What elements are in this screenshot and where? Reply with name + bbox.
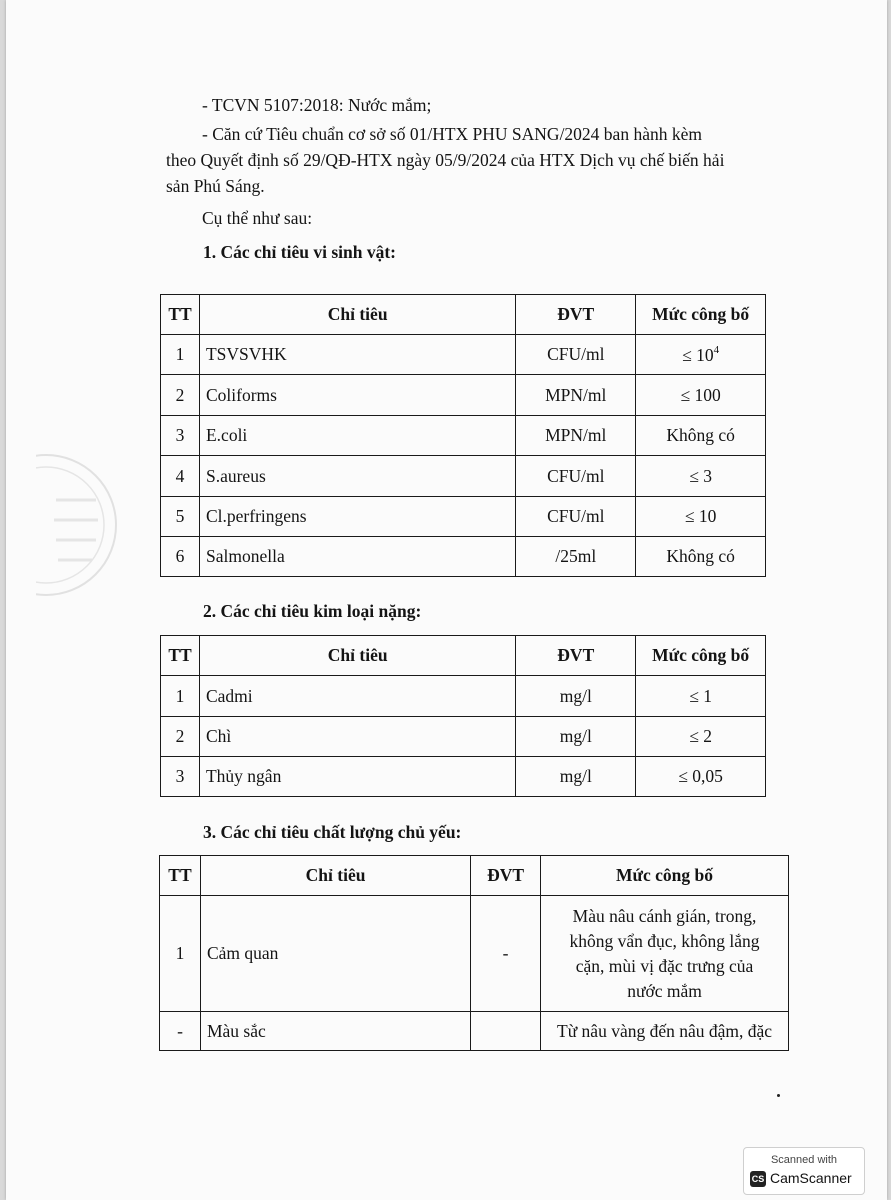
level-line: cặn, mùi vị đặc trưng của — [575, 955, 754, 976]
row-unit: CFU/ml — [516, 456, 636, 497]
level-line: Màu nâu cánh gián, trong, — [572, 905, 757, 926]
row-tt: - — [160, 1012, 201, 1051]
row-level-exponent: 4 — [713, 343, 720, 356]
row-unit: mg/l — [516, 757, 636, 797]
row-name: Thủy ngân — [199, 757, 515, 797]
intro-basis-line-1: - Căn cứ Tiêu chuẩn cơ sở số 01/HTX PHU SANG/2024 ban hành kèm — [202, 124, 702, 144]
row-unit: - — [471, 896, 541, 1012]
row-name: Màu sắc — [200, 1012, 470, 1051]
faint-stamp-icon — [36, 450, 120, 600]
stray-mark — [777, 1094, 780, 1097]
row-level-value: ≤ 10 — [682, 344, 714, 365]
row-name: Cảm quan — [200, 896, 470, 1012]
intro-standard-line: - TCVN 5107:2018: Nước mắm; — [202, 95, 432, 115]
table-row — [161, 335, 766, 375]
table-row — [161, 497, 766, 537]
row-tt: 3 — [161, 757, 200, 797]
table-header-row — [161, 295, 766, 335]
header-unit: ĐVT — [471, 856, 541, 896]
row-unit: MPN/ml — [516, 375, 636, 416]
row-unit — [471, 1012, 541, 1051]
header-level: Mức công bố — [541, 856, 789, 896]
table-row — [161, 757, 766, 797]
document-page — [6, 0, 887, 1200]
row-tt: 1 — [160, 896, 201, 1012]
row-unit: CFU/ml — [516, 497, 636, 537]
table-row — [160, 896, 789, 1012]
row-level: Từ nâu vàng đến nâu đậm, đặc — [541, 1012, 789, 1051]
row-name: Coliforms — [199, 375, 515, 416]
row-level: ≤ 1 — [636, 676, 766, 717]
table-row — [161, 456, 766, 497]
table-header-row — [161, 636, 766, 676]
header-tt: TT — [161, 636, 200, 676]
row-unit: CFU/ml — [516, 335, 636, 375]
row-tt: 5 — [161, 497, 200, 537]
intro-basis-line-2: theo Quyết định số 29/QĐ-HTX ngày 05/9/2024 của HTX Dịch vụ chế biến hải — [166, 150, 725, 170]
row-name: Salmonella — [199, 537, 515, 577]
row-unit: mg/l — [516, 717, 636, 757]
heavy-metals-table — [160, 635, 766, 797]
section3-heading: 3. Các chỉ tiêu chất lượng chủ yếu: — [203, 822, 462, 842]
row-tt: 6 — [161, 537, 200, 577]
intro-details-label: Cụ thể như sau: — [202, 208, 313, 228]
row-name: E.coli — [199, 416, 515, 456]
row-level: ≤ 100 — [636, 375, 766, 416]
section2-heading: 2. Các chỉ tiêu kim loại nặng: — [203, 601, 422, 621]
header-name: Chỉ tiêu — [200, 856, 470, 896]
row-name: S.aureus — [199, 456, 515, 497]
header-tt: TT — [161, 295, 200, 335]
section1-heading: 1. Các chỉ tiêu vi sinh vật: — [203, 242, 396, 262]
header-unit: ĐVT — [516, 295, 636, 335]
row-level: ≤ 10 — [636, 497, 766, 537]
row-name: Chì — [199, 717, 515, 757]
row-tt: 2 — [161, 717, 200, 757]
table-header-row — [160, 856, 789, 896]
microbiological-table — [160, 294, 766, 577]
row-unit: /25ml — [516, 537, 636, 577]
header-level: Mức công bố — [636, 636, 766, 676]
scanned-with-label: Scanned with — [770, 1154, 838, 1166]
row-level — [636, 335, 766, 375]
row-tt: 2 — [161, 375, 200, 416]
camscanner-logo-icon: CS — [750, 1171, 766, 1187]
table-row — [161, 537, 766, 577]
row-unit: mg/l — [516, 676, 636, 717]
row-tt: 1 — [161, 676, 200, 717]
row-level: ≤ 2 — [636, 717, 766, 757]
row-level: ≤ 3 — [636, 456, 766, 497]
level-line: nước mắm — [627, 980, 702, 1001]
camscanner-brand: CamScanner — [770, 1170, 852, 1186]
intro-basis-line-3: sản Phú Sáng. — [166, 176, 265, 196]
table-row — [161, 676, 766, 717]
header-tt: TT — [160, 856, 201, 896]
row-tt: 4 — [161, 456, 200, 497]
row-level: Không có — [636, 416, 766, 456]
quality-table — [159, 855, 789, 1051]
table-row — [160, 1012, 789, 1051]
row-level: Không có — [636, 537, 766, 577]
row-tt: 1 — [161, 335, 200, 375]
table-row — [161, 375, 766, 416]
header-name: Chỉ tiêu — [199, 295, 515, 335]
row-level: ≤ 0,05 — [636, 757, 766, 797]
row-unit: MPN/ml — [516, 416, 636, 456]
camscanner-badge — [743, 1147, 865, 1195]
header-unit: ĐVT — [516, 636, 636, 676]
header-name: Chỉ tiêu — [199, 636, 515, 676]
row-name: TSVSVHK — [199, 335, 515, 375]
row-tt: 3 — [161, 416, 200, 456]
row-name: Cl.perfringens — [199, 497, 515, 537]
row-name: Cadmi — [199, 676, 515, 717]
header-level: Mức công bố — [636, 295, 766, 335]
row-level — [541, 896, 789, 1012]
table-row — [161, 416, 766, 456]
level-line: không vẩn đục, không lắng — [569, 930, 760, 951]
table-row — [161, 717, 766, 757]
